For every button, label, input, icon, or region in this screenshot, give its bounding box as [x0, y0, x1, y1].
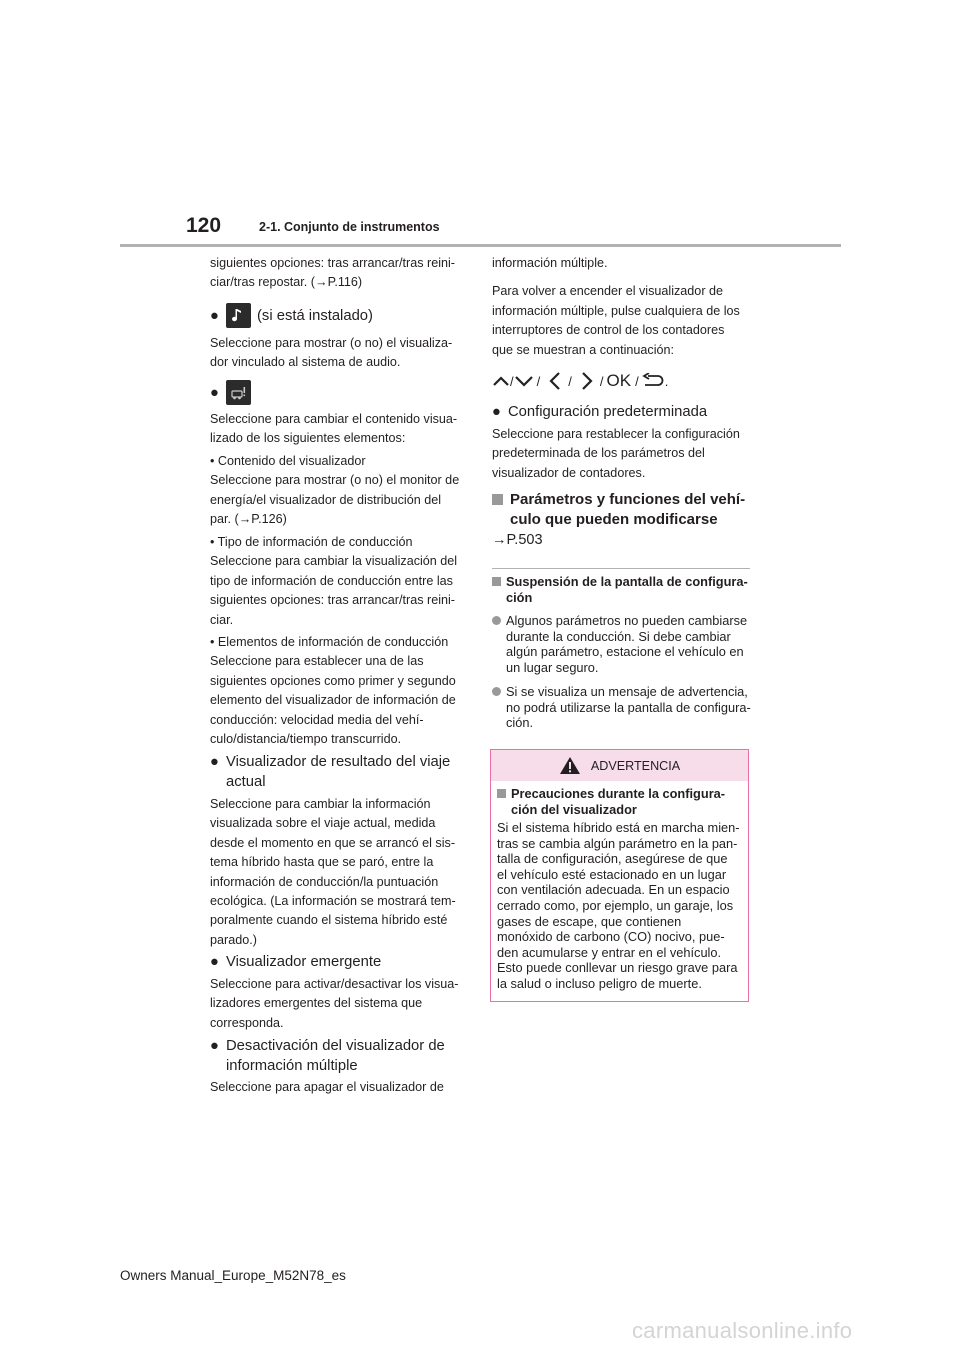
switch-sep: /	[510, 373, 514, 389]
display-item: ●	[210, 380, 251, 405]
warning-body: Si el sistema híbrido está en marcha mien- tras se cambia algún parámetro en la pan- talla de configuración, asegúrese de que el vehículo esté estacionado en un lugar con ventilación adecuada. En un espacio cerrado como, por ejemplo, un garaje, los gases de escape, que contienen monóxido de carbono (CO) nocivo, pue- den acumularse y entrar en el vehículo. Esto puede conllevar un riesgo grave para la salud o incluso peligro de muerte.	[497, 820, 740, 991]
params-heading: Parámetros y funciones del vehí- culo que pueden modificarse	[492, 490, 762, 530]
switch-sep: /	[568, 373, 572, 389]
watermark: carmanualsonline.info	[632, 1318, 853, 1343]
popup-heading: ● Visualizador emergente	[210, 954, 382, 970]
warning-title: Precauciones durante la configura- ción del visualizador	[497, 786, 747, 817]
deactivate-heading: ● Desactivación del visualizador de información múltiple	[210, 1038, 445, 1074]
warning-triangle-icon	[559, 756, 581, 775]
header-rule	[120, 244, 841, 247]
default-config-heading: ● Configuración predeterminada	[492, 404, 708, 420]
warning-box	[490, 749, 749, 1002]
page-number: 120	[186, 214, 222, 237]
manual-id: Owners Manual_Europe_M52N78_es	[120, 1268, 346, 1283]
trip-result-heading: ● Visualizador de resultado del viaje actual	[210, 754, 451, 790]
vehicle-display-icon	[226, 380, 251, 405]
switch-icons-row	[492, 371, 668, 391]
music-note-icon	[226, 303, 251, 328]
switch-end: .	[664, 373, 669, 389]
switch-sep: /	[635, 373, 639, 389]
deactivate-desc: Seleccione para apagar el visualizador de	[210, 1080, 444, 1094]
chevron-right-icon	[576, 371, 596, 391]
display-sub2: • Tipo de información de conducción Seleccione para cambiar la visualización del tipo de información de conducción entre las siguientes opciones: tras arrancar/tras reini- ciar.	[210, 535, 458, 627]
note-item-1: Algunos parámetros no pueden cambiarse durante la conducción. Si debe cambiar algún parámetro, estacione el vehículo en un lugar seguro.	[492, 613, 754, 675]
display-desc: Seleccione para cambiar el contenido visua- lizado de los siguientes elementos:	[210, 412, 458, 446]
intro-text: siguientes opciones: tras arrancar/tras reini- ciar/tras repostar. (→P.116)	[210, 256, 455, 290]
section-title: 2-1. Conjunto de instrumentos	[259, 220, 440, 234]
note-heading: Suspensión de la pantalla de configura- ción	[492, 574, 754, 605]
audio-item: ● (si está instalado)	[210, 303, 373, 328]
audio-desc: Seleccione para mostrar (o no) el visualiza- dor vinculado al sistema de audio.	[210, 336, 453, 370]
note-item-2: Si se visualiza un mensaje de advertencia, no podrá utilizarse la pantalla de configura- ción.	[492, 684, 754, 731]
warning-header	[491, 750, 748, 781]
chevron-down-icon	[514, 374, 534, 388]
switch-sep: /	[536, 373, 541, 389]
note-rule	[492, 568, 750, 569]
default-config-desc: Seleccione para restablecer la configuración predeterminada de los parámetros del visualizador de contadores.	[492, 427, 740, 480]
chevron-left-icon	[546, 371, 566, 391]
popup-desc: Seleccione para activar/desactivar los visua- lizadores emergentes del sistema que corresponda.	[210, 977, 459, 1030]
ok-label: OK	[606, 371, 632, 390]
display-sub3: • Elementos de información de conducción Seleccione para establecer una de las siguientes opciones como primer y segundo elemento del visualizador de información de conducción: velocidad media del vehí- culo/distancia/tiempo transcurrido.	[210, 635, 456, 747]
warning-label: ADVERTENCIA	[590, 758, 681, 773]
switch-sep: /	[599, 373, 604, 389]
right-cont-text: información múltiple. Para volver a encender el visualizador de información múltiple, pulse cualquiera de los interruptores de control de los contadores que se muestran a continuación:	[492, 256, 740, 357]
chevron-up-icon	[492, 374, 510, 388]
display-sub1: • Contenido del visualizador Seleccione para mostrar (o no) el monitor de energía/el visualizador de distribución del par. (→P.126)	[210, 454, 460, 527]
trip-result-desc: Seleccione para cambiar la información visualizada sobre el viaje actual, medida desde el momento en que se arrancó el sis- tema híbrido hasta que se paró, entre la información de conducción/la puntuación ecológica. (La información se mostrará tem- poralmente cuando el sistema híbrido esté parado.)	[210, 797, 456, 947]
params-ref: →P.503	[492, 532, 543, 548]
back-arrow-icon	[642, 373, 664, 389]
